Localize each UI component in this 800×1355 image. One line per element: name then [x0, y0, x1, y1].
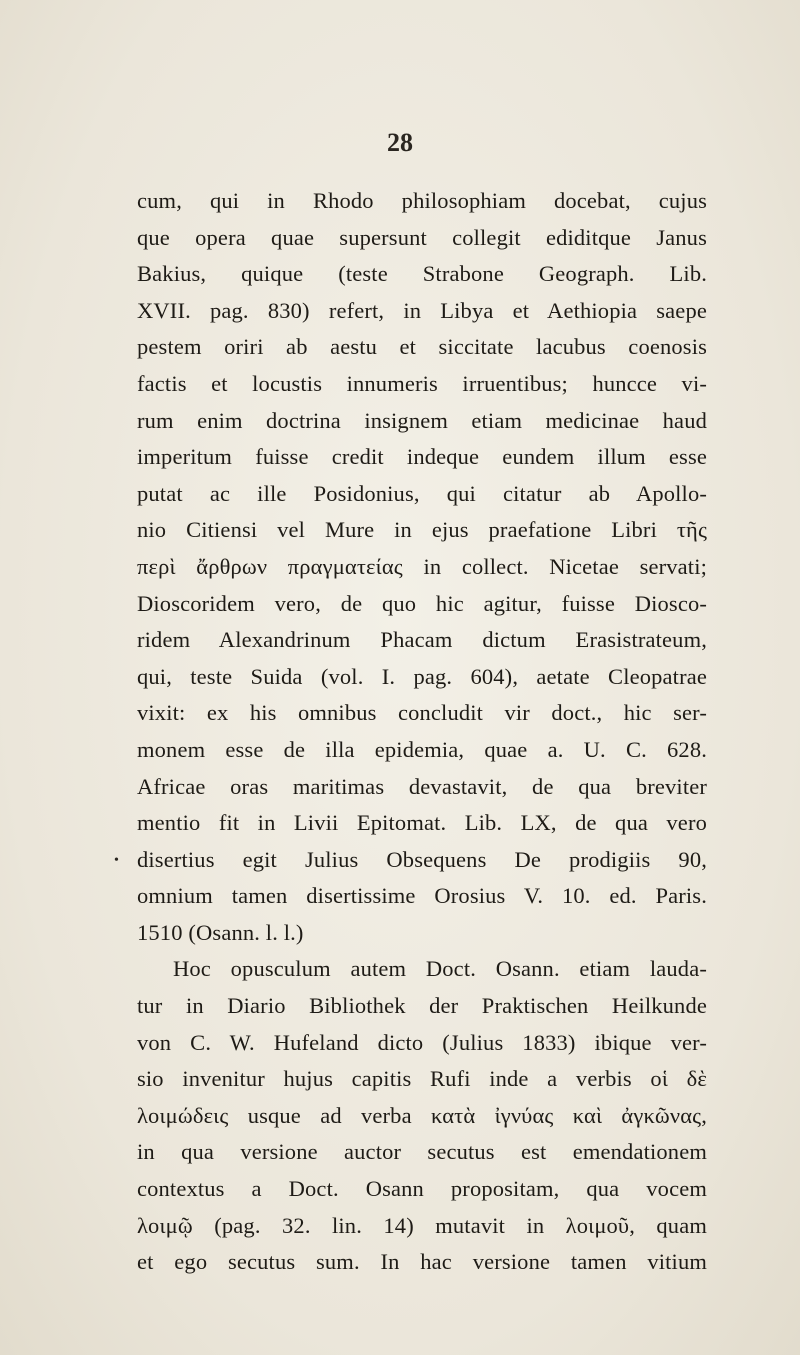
- text-line: putat ac ille Posidonius, qui citatur ab Apollo-: [137, 480, 707, 506]
- text-line: περὶ ἄρθρων πραγματείας in collect. Nicetae servati;: [137, 553, 707, 579]
- text-line: factis et locustis innumeris irruentibus; huncce vi-: [137, 370, 707, 396]
- text-line: vixit: ex his omnibus concludit vir doct., hic ser-: [137, 700, 707, 726]
- text-line: ridem Alexandrinum Phacam dictum Erasistrateum,: [137, 627, 707, 653]
- text-line: λοιμώδεις usque ad verba κατὰ ἰγνύας καὶ ἀγκῶνας,: [137, 1102, 707, 1128]
- text-line: XVII. pag. 830) refert, in Libya et Aethiopia saepe: [137, 297, 707, 323]
- text-line: λοιμῷ (pag. 32. lin. 14) mutavit in λοιμοῦ, quam: [137, 1212, 707, 1238]
- text-line: que opera quae supersunt collegit ediditque Janus: [137, 224, 707, 250]
- text-line: mentio fit in Livii Epitomat. Lib. LX, de qua vero: [137, 810, 707, 836]
- text-line: sio invenitur hujus capitis Rufi inde a verbis οἱ δὲ: [137, 1066, 707, 1092]
- page-number: 28: [387, 128, 413, 157]
- text-line: cum, qui in Rhodo philosophiam docebat, cujus: [137, 188, 707, 213]
- text-line: imperitum fuisse credit indeque eundem illum esse: [137, 444, 707, 470]
- text-line: Hoc opusculum autem Doct. Osann. etiam lauda-: [173, 956, 707, 982]
- text-line: et ego secutus sum. In hac versione tamen vitium: [137, 1249, 707, 1275]
- margin-marker: •: [114, 853, 119, 868]
- text-line: pestem oriri ab aestu et siccitate lacubus coenosis: [137, 334, 707, 360]
- text-line: 1510 (Osann. l. l.): [137, 919, 304, 945]
- text-line: in qua versione auctor secutus est emendationem: [137, 1139, 707, 1165]
- text-line: qui, teste Suida (vol. I. pag. 604), aetate Cleopatrae: [137, 663, 707, 689]
- text-line: nio Citiensi vel Mure in ejus praefatione Libri τῆς: [137, 517, 707, 543]
- body-text: [137, 183, 707, 1281]
- text-line: disertius egit Julius Obsequens De prodigiis 90,: [137, 846, 707, 872]
- text-line: von C. W. Hufeland dicto (Julius 1833) ibique ver-: [137, 1029, 707, 1055]
- text-line: rum enim doctrina insignem etiam medicinae haud: [137, 407, 707, 433]
- text-line: tur in Diario Bibliothek der Praktischen Heilkunde: [137, 993, 707, 1019]
- text-line: contextus a Doct. Osann propositam, qua vocem: [137, 1176, 707, 1202]
- text-line: Dioscoridem vero, de quo hic agitur, fuisse Diosco-: [137, 590, 707, 616]
- text-line: monem esse de illa epidemia, quae a. U. C. 628.: [137, 736, 707, 762]
- text-line: Africae oras maritimas devastavit, de qua breviter: [137, 773, 707, 799]
- text-line: omnium tamen disertissime Orosius V. 10. ed. Paris.: [137, 883, 707, 909]
- text-line: Bakius, quique (teste Strabone Geograph. Lib.: [137, 261, 707, 287]
